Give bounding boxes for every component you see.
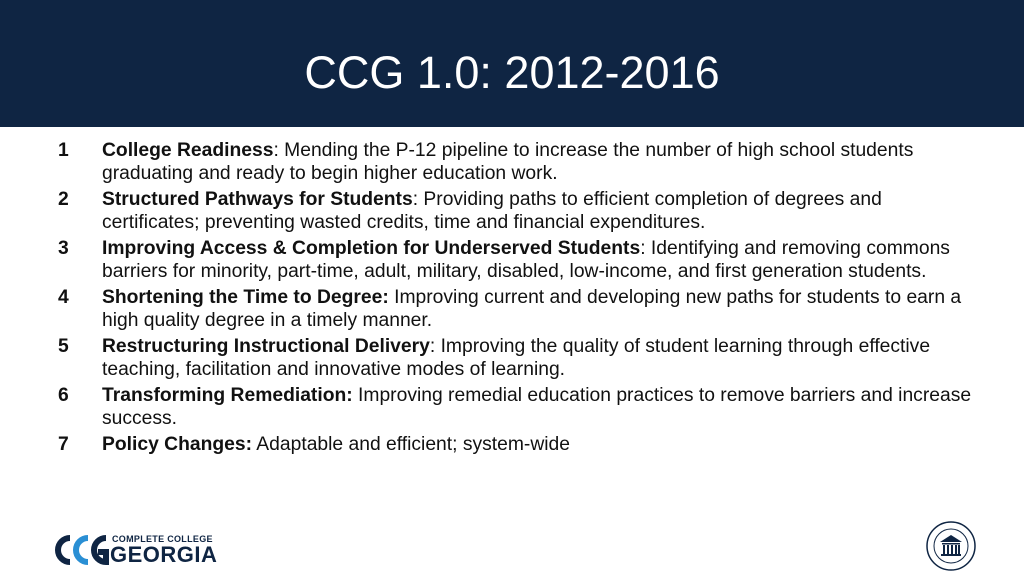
item-heading: Shortening the Time to Degree: xyxy=(102,287,389,308)
item-number: 1 xyxy=(58,140,69,161)
university-system-seal-icon xyxy=(925,520,977,572)
item-heading: Transforming Remediation: xyxy=(102,385,353,406)
list-item xyxy=(0,188,974,234)
list-item xyxy=(0,433,974,456)
item-heading: Policy Changes: xyxy=(102,434,253,455)
item-heading: Structured Pathways for Students xyxy=(102,189,413,210)
list-item xyxy=(0,139,974,185)
list-item xyxy=(0,237,974,283)
header-banner xyxy=(0,0,1024,127)
complete-college-georgia-logo xyxy=(50,530,220,570)
item-number: 2 xyxy=(58,189,69,210)
item-heading: Restructuring Instructional Delivery xyxy=(102,336,430,357)
logo-line2: GEORGIA xyxy=(110,542,218,567)
item-text: : Providing paths to efficient completion of degrees and certificates; preventing wasted credits, time and financial expenditures. xyxy=(102,189,882,233)
slide-title: CCG 1.0: 2012-2016 xyxy=(304,47,720,98)
list-item xyxy=(0,335,974,381)
list-item xyxy=(0,384,974,430)
item-text: : Identifying and removing commons barriers for minority, part-time, adult, military, disabled, low-income, and first generation students. xyxy=(102,238,950,282)
item-heading: Improving Access & Completion for Underserved Students xyxy=(102,238,641,259)
goals-list xyxy=(0,139,1024,459)
item-number: 5 xyxy=(58,336,69,357)
item-text: Adaptable and efficient; system-wide xyxy=(252,434,570,455)
item-number: 7 xyxy=(58,434,69,455)
list-item xyxy=(0,286,974,332)
item-text: Improving current and developing new paths for students to earn a high quality degree in a timely manner. xyxy=(102,287,962,331)
item-text: : Mending the P-12 pipeline to increase the number of high school students graduating and ready to begin higher education work. xyxy=(102,140,914,184)
ccg-mark-icon xyxy=(50,530,110,570)
logo-line1: COMPLETE COLLEGE xyxy=(112,534,213,544)
item-number: 6 xyxy=(58,385,69,406)
item-heading: College Readiness xyxy=(102,140,274,161)
item-number: 3 xyxy=(58,238,69,259)
item-text: : Improving the quality of student learning through effective teaching, facilitation and innovative modes of learning. xyxy=(102,336,931,380)
item-text: Improving remedial education practices to remove barriers and increase success. xyxy=(102,385,972,429)
item-number: 4 xyxy=(58,287,69,308)
